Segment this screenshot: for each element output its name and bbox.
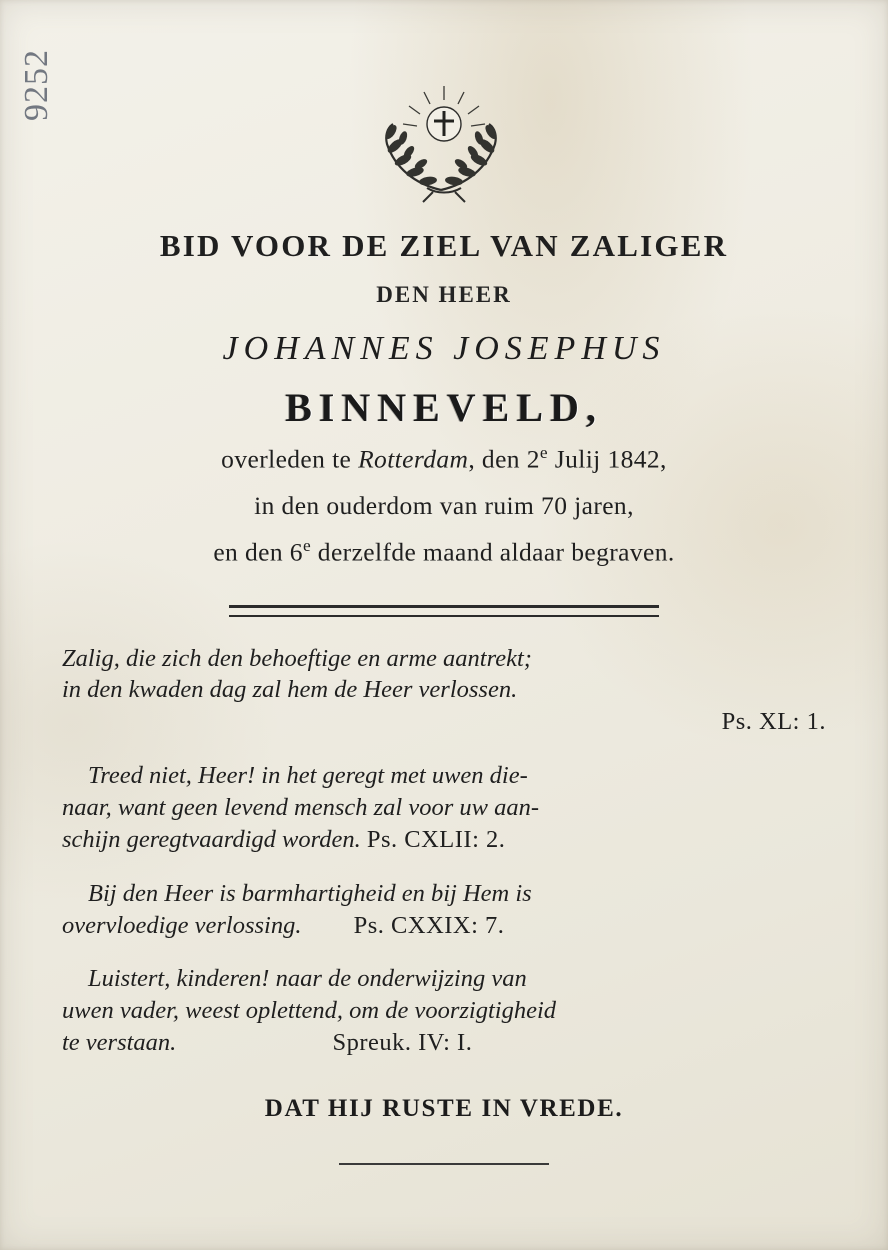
verse-block xyxy=(62,963,826,1059)
verse-line-text: schijn geregtvaardigd worden. xyxy=(62,825,361,853)
verse-reference: Spreuk. IV: I. xyxy=(332,1029,473,1057)
closing-blessing: DAT HIJ RUSTE IN VREDE. xyxy=(264,1094,624,1122)
death-line-prefix: overleden te xyxy=(221,444,359,474)
verse-line-text: te verstaan. xyxy=(62,1029,177,1057)
death-line-mid: , den 2 xyxy=(468,444,540,474)
verse-line: Treed niet, Heer! in het geregt met uwen die- xyxy=(88,762,528,790)
verse-line: naar, want geen levend mensch zal voor uw aan- xyxy=(62,793,539,821)
burial-line-suffix: derzelfde maand aldaar begraven. xyxy=(311,537,675,567)
scripture-verses xyxy=(62,643,826,1059)
verse-reference: Ps. XL: 1. xyxy=(721,708,826,736)
verse-block xyxy=(62,878,826,942)
card-content xyxy=(62,0,826,1165)
divider-thin-rule xyxy=(339,1163,549,1165)
verse-line: Luistert, kinderen! naar de onderwijzing van xyxy=(88,965,527,993)
verse-reference: Ps. CXLII: 2. xyxy=(366,825,506,853)
death-day-ordinal-suffix: e xyxy=(539,443,548,462)
title-line: DEN HEER xyxy=(376,282,512,307)
verse-line: uwen vader, weest oplettend, om de voorzigtigheid xyxy=(62,997,556,1025)
verse-line: Zalig, die zich den behoeftige en arme aantrekt; xyxy=(62,644,532,672)
death-date-line xyxy=(62,441,826,478)
verse-block xyxy=(62,643,826,739)
death-place: Rotterdam xyxy=(358,444,469,474)
age-line: in den ouderdom van ruim 70 jaren, xyxy=(254,490,634,520)
death-line-suffix: Julij 1842, xyxy=(547,444,667,474)
deceased-surname: BINNEVELD, xyxy=(285,385,603,430)
divider-double-rule xyxy=(229,605,659,617)
burial-line-prefix: en den 6 xyxy=(213,537,303,567)
burial-line xyxy=(62,534,826,571)
verse-line: Bij den Heer is barmhartigheid en bij Hem is xyxy=(88,879,532,907)
verse-line-text: overvloedige verlossing. xyxy=(62,911,302,939)
verse-reference: Ps. CXXIX: 7. xyxy=(353,911,505,939)
radiant-cross-with-palm-and-laurel-wreath-icon xyxy=(62,78,826,210)
verse-line xyxy=(62,1027,826,1059)
verse-line xyxy=(62,910,826,942)
deceased-first-names: JOHANNES JOSEPHUS xyxy=(222,330,666,367)
verse-line: in den kwaden dag zal hem de Heer verlossen. xyxy=(62,676,518,704)
burial-day-ordinal-suffix: e xyxy=(302,535,312,555)
verse-line xyxy=(62,824,826,856)
verse-block xyxy=(62,760,826,856)
invocation-line: BID VOOR DE ZIEL VAN ZALIGER xyxy=(159,228,729,263)
archive-number-annotation: 9252 xyxy=(18,49,55,121)
